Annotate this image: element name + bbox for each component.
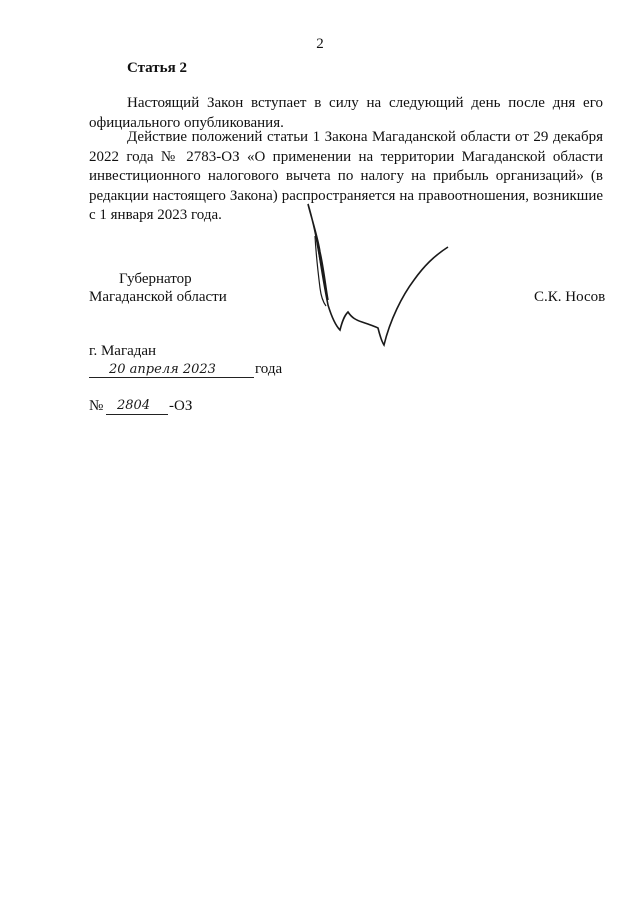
law-number-suffix: -ОЗ xyxy=(169,398,193,414)
date-line xyxy=(89,361,309,383)
article-heading: Статья 2 xyxy=(127,60,187,76)
page-number: 2 xyxy=(316,36,324,52)
article-paragraph-2 xyxy=(89,128,603,226)
governor-name: С.К. Носов xyxy=(534,289,606,305)
law-number-underline xyxy=(106,414,168,415)
handwritten-date-text: 20 апреля 2023 xyxy=(109,362,216,377)
place-label: г. Магадан xyxy=(89,343,157,359)
handwritten-law-number xyxy=(115,395,175,415)
date-underline xyxy=(89,377,254,378)
article-paragraph-2-text: Действие положений статьи 1 Закона Магаданской области от 29 декабря 2022 года № 2783-ОЗ «О применении на территории Магаданской области инвестиционного налогового вычета по налогу на прибыль организаций» (в редакции настоящего Закона) распространяется на правоотношения, возникшие с 1 января 2023 года. xyxy=(89,129,603,223)
handwritten-law-number-text: 2804 xyxy=(117,398,151,413)
law-number-line xyxy=(89,398,209,420)
date-suffix: года xyxy=(255,361,283,377)
article-paragraph-1-text: Настоящий Закон вступает в силу на следующий день после дня его официального опубликования. xyxy=(89,95,603,131)
governor-region: Магаданской области xyxy=(89,289,227,305)
handwritten-date xyxy=(107,359,247,379)
law-number-prefix: № xyxy=(89,398,104,414)
governor-title: Губернатор xyxy=(119,271,192,287)
